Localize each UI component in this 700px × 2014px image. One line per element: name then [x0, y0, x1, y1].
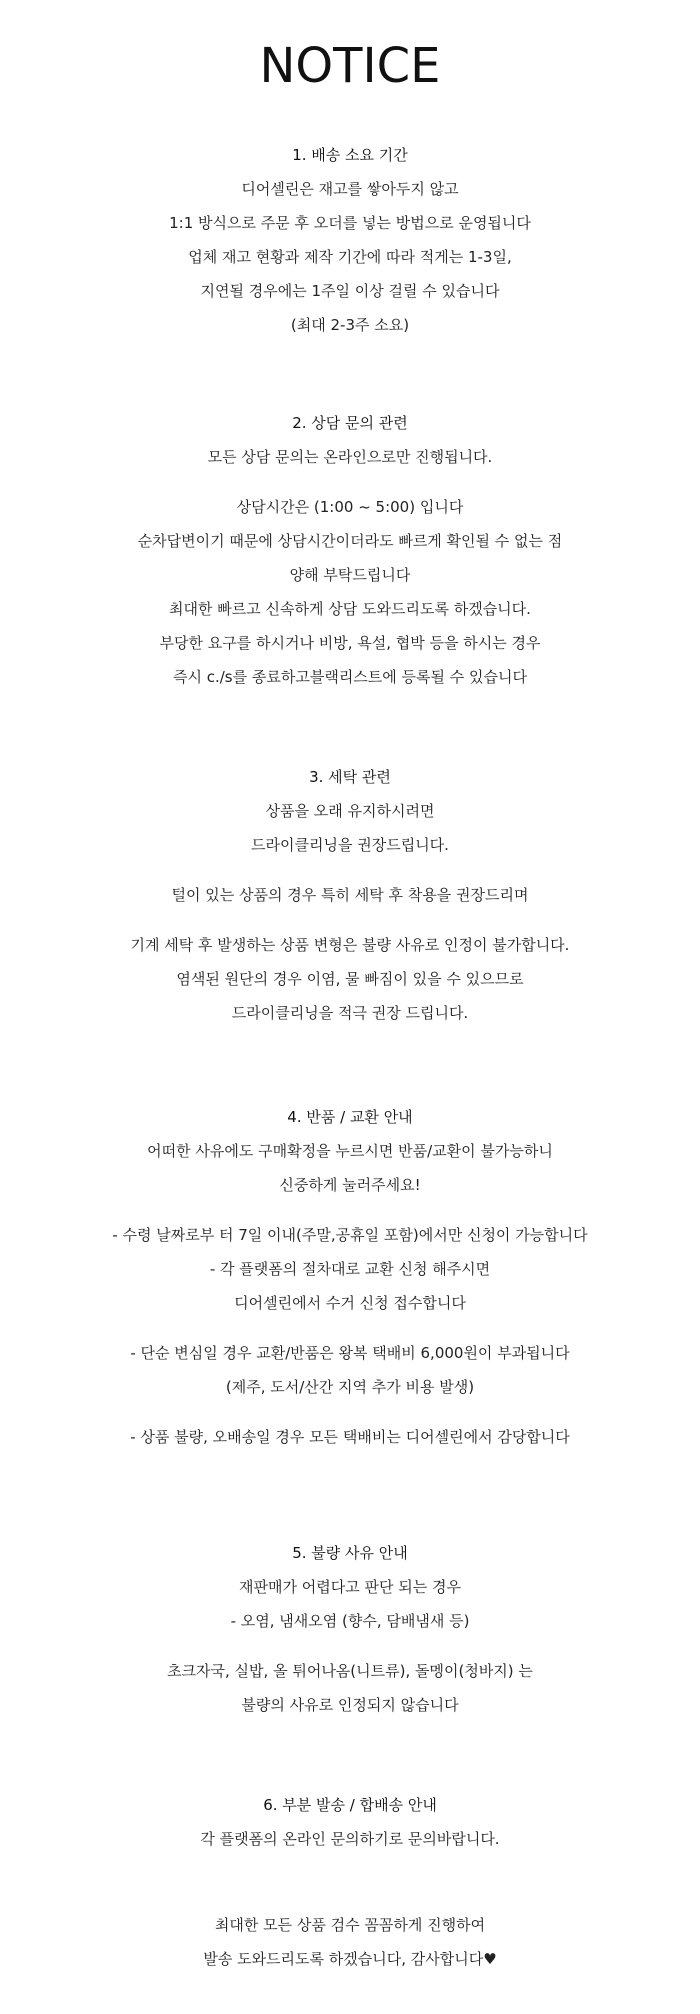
- section-heading: 2. 상담 문의 관련: [292, 414, 408, 432]
- section-heading: 6. 부분 발송 / 합배송 안내: [263, 1796, 437, 1814]
- paragraph-gap: [0, 1638, 700, 1654]
- section-text: 드라이클리닝을 권장드립니다.: [251, 836, 449, 854]
- page-title: NOTICE: [259, 38, 441, 94]
- section-delivery-period: [0, 138, 700, 342]
- section-text: 1:1 방식으로 주문 후 오더를 넣는 방법으로 운영됩니다: [169, 214, 531, 232]
- closing-text: 발송 도와드리도록 하겠습니다, 감사합니다♥: [203, 1950, 497, 1968]
- section-text: 초크자국, 실밥, 올 튀어나옴(니트류), 돌멩이(청바지) 는: [167, 1662, 533, 1680]
- section-return-exchange: [0, 1100, 700, 1454]
- paragraph-gap: [0, 1404, 700, 1420]
- section-text: - 수령 날짜로부 터 7일 이내(주말,공휴일 포함)에서만 신청이 가능합니다: [112, 1226, 588, 1244]
- closing-text: 최대한 모든 상품 검수 꼼꼼하게 진행하여: [214, 1916, 486, 1934]
- paragraph-gap: [0, 1320, 700, 1336]
- section-heading: 1. 배송 소요 기간: [292, 146, 408, 164]
- section-heading: 5. 불량 사유 안내: [292, 1544, 408, 1562]
- section-text: - 각 플랫폼의 절차대로 교환 신청 해주시면: [209, 1260, 491, 1278]
- section-text: 상담시간은 (1:00 ~ 5:00) 입니다: [236, 498, 464, 516]
- section-text: (제주, 도서/산간 지역 추가 비용 발생): [225, 1378, 475, 1396]
- section-heading: 3. 세탁 관련: [309, 768, 391, 786]
- section-text: 어떠한 사유에도 구매확정을 누르시면 반품/교환이 불가능하니: [147, 1142, 553, 1160]
- section-text: - 상품 불량, 오배송일 경우 모든 택배비는 디어셀린에서 감당합니다: [130, 1428, 570, 1446]
- section-text: 염색된 원단의 경우 이염, 물 빠짐이 있을 수 있으므로: [176, 970, 524, 988]
- paragraph-gap: [0, 1202, 700, 1218]
- section-text: 재판매가 어렵다고 판단 되는 경우: [239, 1578, 461, 1596]
- section-text: 신중하게 눌러주세요!: [279, 1176, 421, 1194]
- section-text: 디어셀린에서 수거 신청 접수합니다: [234, 1294, 466, 1312]
- section-text: 모든 상담 문의는 온라인으로만 진행됩니다.: [207, 448, 493, 466]
- section-consultation: [0, 406, 700, 694]
- closing-message: [0, 1908, 700, 1976]
- section-heading: 4. 반품 / 교환 안내: [287, 1108, 413, 1126]
- section-text: 디어셀린은 재고를 쌓아두지 않고: [241, 180, 459, 198]
- section-laundry: [0, 760, 700, 1030]
- section-partial-shipping: [0, 1788, 700, 1856]
- section-text: 털이 있는 상품의 경우 특히 세탁 후 착용을 권장드리며: [171, 886, 529, 904]
- section-text: 양해 부탁드립니다: [289, 566, 411, 584]
- section-text: 지연될 경우에는 1주일 이상 걸릴 수 있습니다: [200, 282, 500, 300]
- paragraph-gap: [0, 912, 700, 928]
- section-text: 최대한 빠르고 신속하게 상담 도와드리도록 하겠습니다.: [169, 600, 531, 618]
- section-text: 즉시 c./s를 종료하고블랙리스트에 등록될 수 있습니다: [172, 668, 528, 686]
- paragraph-gap: [0, 474, 700, 490]
- section-text: (최대 2-3주 소요): [290, 316, 410, 334]
- section-text: 순차답변이기 때문에 상담시간이더라도 빠르게 확인될 수 없는 점: [137, 532, 563, 550]
- section-text: 업체 재고 현황과 제작 기간에 따라 적게는 1-3일,: [188, 248, 512, 266]
- section-text: 기계 세탁 후 발생하는 상품 변형은 불량 사유로 인정이 불가합니다.: [130, 936, 570, 954]
- paragraph-gap: [0, 862, 700, 878]
- section-defect-reason: [0, 1536, 700, 1722]
- section-text: 상품을 오래 유지하시려면: [265, 802, 435, 820]
- section-text: 부당한 요구를 하시거나 비방, 욕설, 협박 등을 하시는 경우: [159, 634, 541, 652]
- section-text: 불량의 사유로 인정되지 않습니다: [241, 1696, 459, 1714]
- section-text: - 오염, 냄새오염 (향수, 담배냄새 등): [230, 1612, 470, 1630]
- section-text: 드라이클리닝을 적극 권장 드립니다.: [231, 1004, 469, 1022]
- section-text: - 단순 변심일 경우 교환/반품은 왕복 택배비 6,000원이 부과됩니다: [130, 1344, 570, 1362]
- section-text: 각 플랫폼의 온라인 문의하기로 문의바랍니다.: [200, 1830, 500, 1848]
